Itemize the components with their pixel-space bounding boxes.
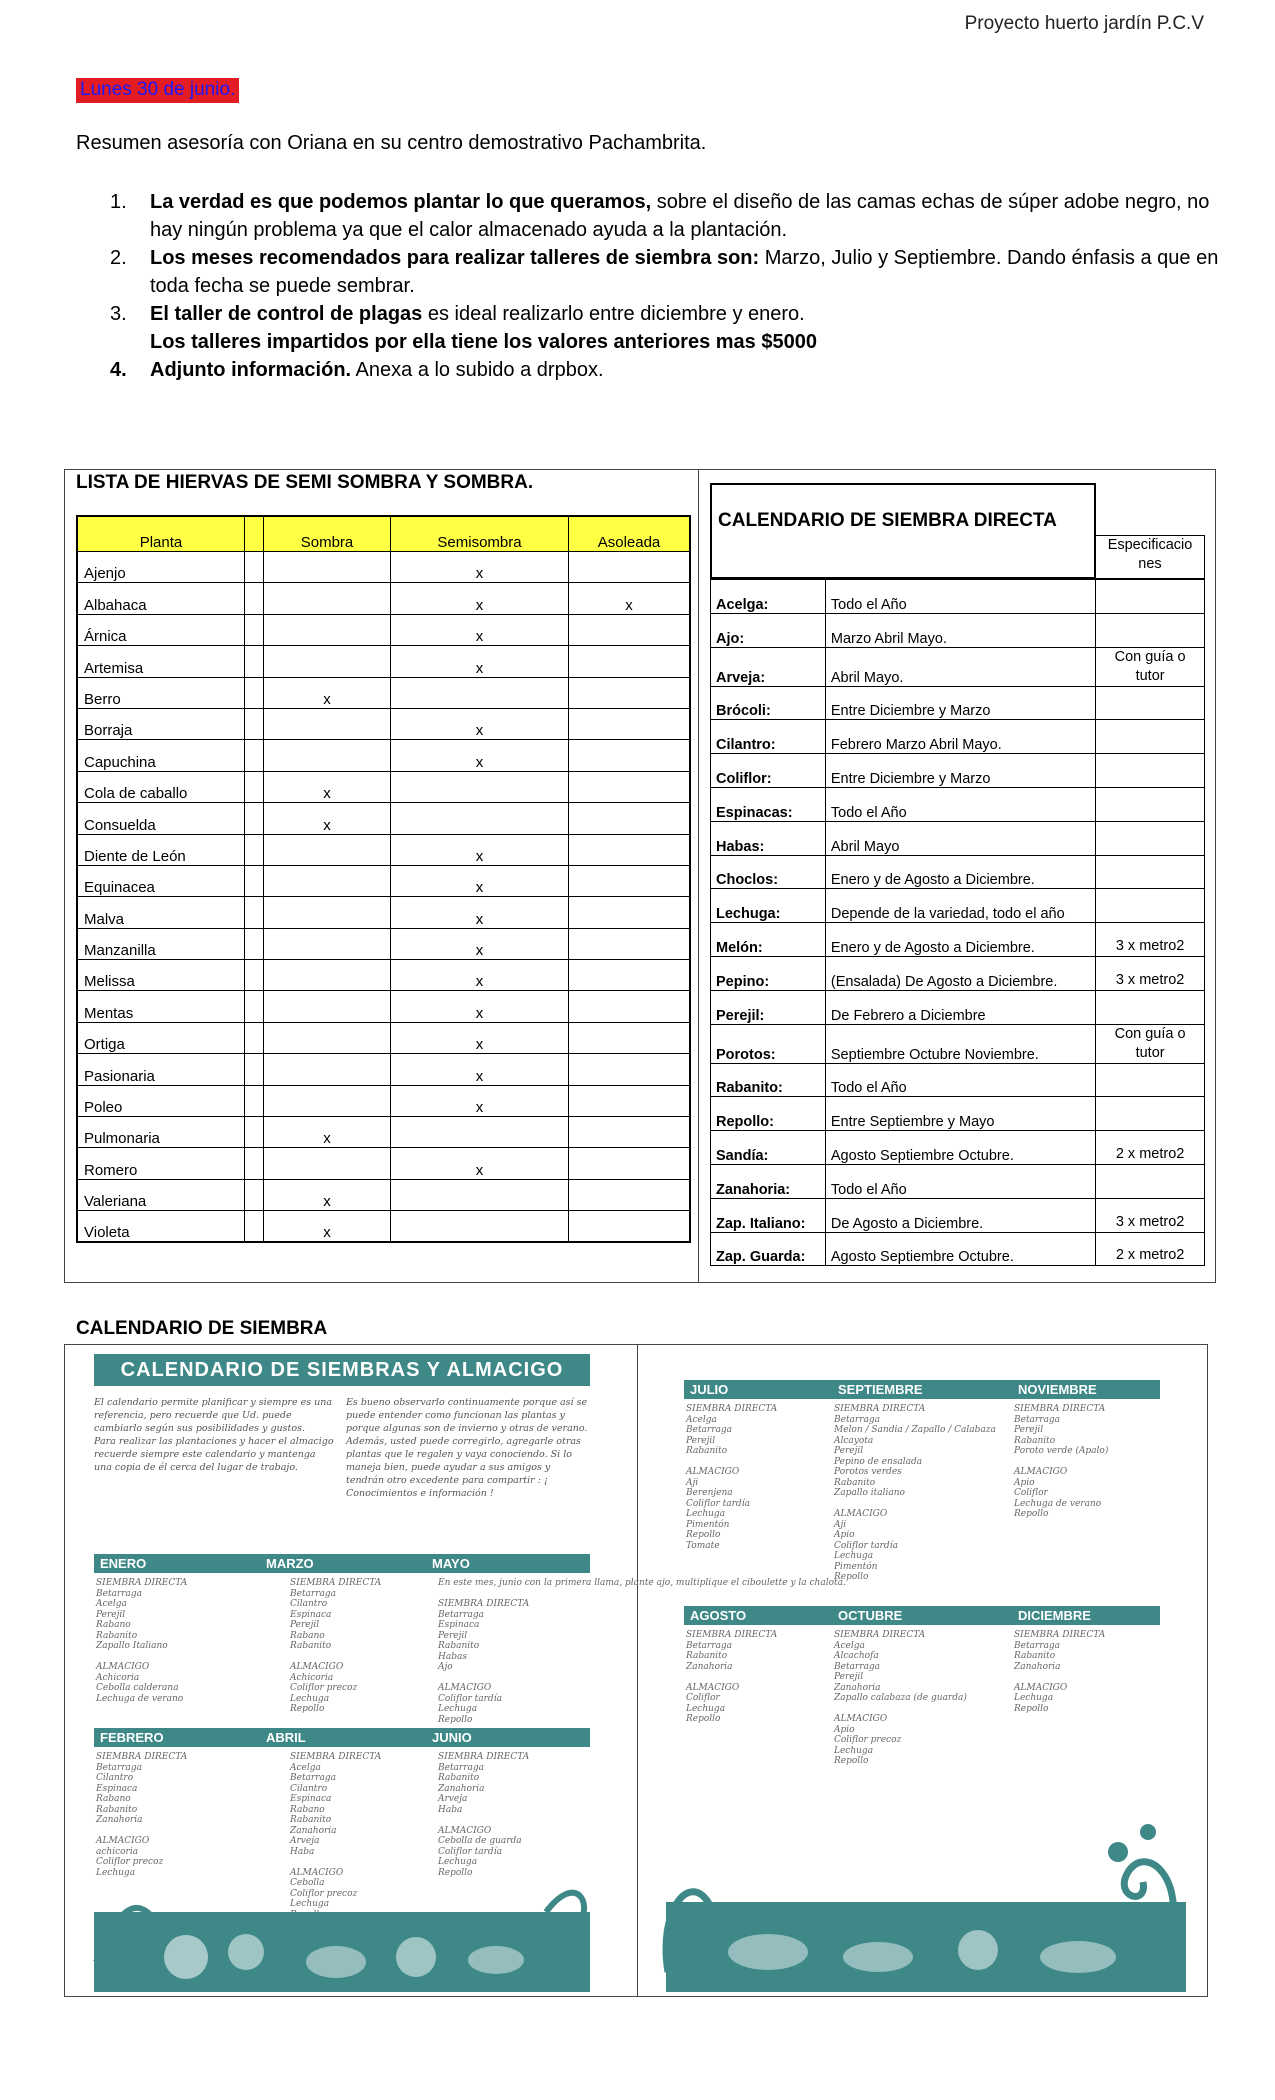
item-bold-note: Los talleres impartidos por ella tiene los valores anteriores mas $5000 — [150, 331, 817, 353]
cell-semisombra — [391, 1117, 569, 1148]
cell-planta: Capuchina — [77, 740, 245, 771]
cell-asoleada — [569, 834, 691, 865]
table-row — [77, 1179, 690, 1210]
cell-spacer — [245, 865, 264, 896]
cell-asoleada — [569, 928, 691, 959]
cell-planta: Diente de León — [77, 834, 245, 865]
cell-sombra — [264, 960, 391, 991]
cell-vegetable: Melón: — [711, 923, 826, 957]
cell-asoleada — [569, 1211, 691, 1242]
cell-vegetable: Rabanito: — [711, 1063, 826, 1097]
cell-sombra — [264, 1054, 391, 1085]
table-row — [711, 1164, 1205, 1198]
cell-asoleada — [569, 1022, 691, 1053]
cell-spec — [1096, 889, 1205, 923]
month-list: SIEMBRA DIRECTA Acelga Alcachofa Betarraga Perejil Zanahoria Zapallo calabaza (de guarda) ALMACIGO Apio Coliflor precoz Lechuga Repollo — [834, 1630, 967, 1766]
month-banner: NOVIEMBRE — [1012, 1380, 1160, 1399]
spec-header-text: Especificaciones — [1107, 537, 1193, 572]
cell-asoleada — [569, 1054, 691, 1085]
month-banner: ABRIL — [260, 1728, 426, 1747]
cell-asoleada — [569, 646, 691, 677]
cell-planta: Valeriana — [77, 1179, 245, 1210]
list-item — [110, 300, 1220, 356]
cell-semisombra — [391, 1179, 569, 1210]
month-list: SIEMBRA DIRECTA Acelga Betarraga Perejil Rabanito ALMACIGO Aji Berenjena Coliflor tardía Lechuga Pimentón Repollo Tomate — [686, 1404, 778, 1551]
cell-semisombra: x — [391, 1022, 569, 1053]
cell-sombra — [264, 1022, 391, 1053]
cell-asoleada — [569, 552, 691, 583]
cell-vegetable: Porotos: — [711, 1024, 826, 1063]
cell-spec — [1096, 855, 1205, 889]
month-list: SIEMBRA DIRECTA Betarraga Rabanito Zanahoria ALMACIGO Coliflor Lechuga Repollo — [686, 1630, 778, 1724]
item-text: Marzo, Julio y Septiembre. Dando énfasis a que en toda fecha se puede sembrar. — [150, 247, 1219, 297]
item-number: 2. — [110, 247, 127, 269]
cell-asoleada — [569, 771, 691, 802]
item-bold: Los meses recomendados para realizar talleres de siembra son: — [150, 247, 760, 269]
cell-asoleada: x — [569, 583, 691, 614]
table-row — [77, 646, 690, 677]
cell-spec — [1096, 1063, 1205, 1097]
table-row — [77, 614, 690, 645]
cell-spacer — [245, 583, 264, 614]
cell-period: Todo el Año — [825, 787, 1095, 821]
item-bold: El taller de control de plagas — [150, 303, 423, 325]
cell-period: Todo el Año — [825, 1063, 1095, 1097]
cell-sombra — [264, 614, 391, 645]
cell-asoleada — [569, 677, 691, 708]
cell-vegetable: Cilantro: — [711, 720, 826, 754]
cell-period: Todo el Año — [825, 1164, 1095, 1198]
cell-spacer — [245, 1054, 264, 1085]
month-banner: ENERO — [94, 1554, 260, 1573]
col-header-sombra: Sombra — [264, 516, 391, 552]
item-bold: La verdad es que podemos plantar lo que queramos, — [150, 191, 652, 213]
cell-semisombra: x — [391, 928, 569, 959]
cell-spacer — [245, 708, 264, 739]
vegetable-illustration — [76, 1872, 600, 1992]
month-list: SIEMBRA DIRECTA Betarraga Cilantro Espinaca Rabano Rabanito Zanahoria ALMACIGO achicoria Coliflor precoz Lechuga — [96, 1752, 188, 1878]
table-row — [77, 552, 690, 583]
item-number: 3. — [110, 303, 127, 325]
month-banner: AGOSTO — [684, 1606, 832, 1625]
cell-spacer — [245, 928, 264, 959]
cell-semisombra: x — [391, 1148, 569, 1179]
cell-spacer — [245, 803, 264, 834]
cell-asoleada — [569, 1179, 691, 1210]
table-row — [77, 865, 690, 896]
cell-asoleada — [569, 991, 691, 1022]
list-item — [110, 356, 1220, 384]
cell-period: Febrero Marzo Abril Mayo. — [825, 720, 1095, 754]
table-row — [711, 1024, 1205, 1063]
numbered-list — [110, 188, 1220, 384]
item-bold: Adjunto información. — [150, 359, 352, 381]
cell-spec — [1096, 754, 1205, 788]
cell-vegetable: Brócoli: — [711, 686, 826, 720]
table-row — [77, 1085, 690, 1116]
cell-sombra: x — [264, 803, 391, 834]
cell-asoleada — [569, 803, 691, 834]
cell-period: Agosto Septiembre Octubre. — [825, 1131, 1095, 1165]
cell-spec — [1096, 990, 1205, 1024]
table-row — [77, 834, 690, 865]
table-row — [711, 1131, 1205, 1165]
table-row — [711, 1063, 1205, 1097]
cell-planta: Berro — [77, 677, 245, 708]
cell-spec: 2 x metro2 — [1096, 1131, 1205, 1165]
table-row — [711, 580, 1205, 614]
cell-spec — [1096, 821, 1205, 855]
cell-asoleada — [569, 1117, 691, 1148]
col-header-asoleada: Asoleada — [569, 516, 691, 552]
cell-asoleada — [569, 1148, 691, 1179]
cell-planta: Pulmonaria — [77, 1117, 245, 1148]
cell-spec: 2 x metro2 — [1096, 1232, 1205, 1266]
cell-period: Depende de la variedad, todo el año — [825, 889, 1095, 923]
cell-planta: Ajenjo — [77, 552, 245, 583]
cell-vegetable: Repollo: — [711, 1097, 826, 1131]
cell-semisombra — [391, 677, 569, 708]
table-row — [711, 613, 1205, 647]
month-list: SIEMBRA DIRECTA Betarraga Cilantro Espinaca Perejil Rabano Rabanito ALMACIGO Achicoria Coliflor precoz Lechuga Repollo — [290, 1578, 382, 1714]
item-text: es ideal realizarlo entre diciembre y enero. — [422, 303, 805, 325]
cell-planta: Romero — [77, 1148, 245, 1179]
cell-planta: Ortiga — [77, 1022, 245, 1053]
cell-asoleada — [569, 740, 691, 771]
table-row — [77, 1211, 690, 1242]
table-row — [77, 960, 690, 991]
cell-vegetable: Espinacas: — [711, 787, 826, 821]
table-row — [77, 928, 690, 959]
cell-vegetable: Arveja: — [711, 647, 826, 686]
cell-spec — [1096, 1097, 1205, 1131]
table-row — [711, 720, 1205, 754]
cell-planta: Artemisa — [77, 646, 245, 677]
cell-sombra — [264, 1085, 391, 1116]
cell-semisombra: x — [391, 1085, 569, 1116]
table-row — [77, 991, 690, 1022]
cell-vegetable: Ajo: — [711, 613, 826, 647]
cell-period: Enero y de Agosto a Diciembre. — [825, 923, 1095, 957]
cell-spacer — [245, 1022, 264, 1053]
month-list: En este mes, junio con la primera llama, plante ajo, multiplique el ciboulette y la chalota. SIEMBRA DIRECTA Betarraga Espinaca Perejil Rabanito Habas Ajo ALMACIGO Coliflor tardía Lechuga Repollo — [438, 1578, 846, 1725]
month-list: SIEMBRA DIRECTA Betarraga Acelga Perejil Rabano Rabanito Zapallo Italiano ALMACIGO Achicoria Cebolla calderana Lechuga de verano — [96, 1578, 188, 1704]
project-header: Proyecto huerto jardín P.C.V — [964, 13, 1204, 34]
month-list: SIEMBRA DIRECTA Acelga Betarraga Cilantro Espinaca Rabano Rabanito Zanahoria Arveja Haba ALMACIGO Cebolla Coliflor precoz Lechuga — [290, 1752, 382, 1909]
cell-period: Septiembre Octubre Noviembre. — [825, 1024, 1095, 1063]
table-row — [711, 1198, 1205, 1232]
cell-vegetable: Perejil: — [711, 990, 826, 1024]
cell-vegetable: Coliflor: — [711, 754, 826, 788]
cell-vegetable: Acelga: — [711, 580, 826, 614]
cell-spec — [1096, 787, 1205, 821]
calendar-page-right — [648, 1352, 1200, 1992]
cell-semisombra: x — [391, 1054, 569, 1085]
cell-period: Entre Septiembre y Mayo — [825, 1097, 1095, 1131]
vine-illustration — [648, 1792, 1200, 1992]
month-banner: OCTUBRE — [832, 1606, 1012, 1625]
table-row — [77, 1054, 690, 1085]
cell-spec — [1096, 720, 1205, 754]
table-row — [711, 990, 1205, 1024]
table-row — [711, 956, 1205, 990]
calendar-intro-left: El calendario permite planificar y siempre es una referencia, pero recuerde que Ud. puede cambiarlo según sus posibilidades y gustos. Para realizar las plantaciones y hacer el almacigo recuerde siempre este calendario y mantenga una copia de él cerca del lugar de trabajo. — [94, 1397, 334, 1473]
summary-text: Resumen asesoría con Oriana en su centro demostrativo Pachambrita. — [76, 132, 707, 154]
cell-spec: Con guía o tutor — [1096, 647, 1205, 686]
calendar-scan-title: CALENDARIO DE SIEMBRA — [76, 1318, 328, 1339]
cell-spacer — [245, 740, 264, 771]
cell-planta: Pasionaria — [77, 1054, 245, 1085]
cell-vegetable: Sandía: — [711, 1131, 826, 1165]
list-item — [110, 188, 1220, 244]
cell-semisombra: x — [391, 708, 569, 739]
table-row — [77, 803, 690, 834]
cell-spec: 3 x metro2 — [1096, 923, 1205, 957]
cell-spec — [1096, 1164, 1205, 1198]
month-list: SIEMBRA DIRECTA Betarraga Melon / Sandia / Zapallo / Calabaza Alcayota Perejil Pepino de ensalada Porotos verdes Rabanito Zapallo italiano ALMACIGO Aji Apio Coliflor tardía Lechuga Pimentón Repollo — [834, 1404, 996, 1582]
month-list: SIEMBRA DIRECTA Betarraga Perejil Rabanito Poroto verde (Apalo) ALMACIGO Apio Coliflor Lechuga de verano Repollo — [1014, 1404, 1109, 1519]
cell-spacer — [245, 1211, 264, 1242]
table-row — [711, 889, 1205, 923]
item-text: sobre el diseño de las camas echas de súper adobe negro, no hay ningún problema ya que el calor almacenado ayuda a la plantación. — [150, 191, 1210, 241]
table-row — [77, 897, 690, 928]
month-banner: MARZO — [260, 1554, 426, 1573]
table-row — [77, 708, 690, 739]
cell-asoleada — [569, 708, 691, 739]
month-banner: FEBRERO — [94, 1728, 260, 1747]
cell-vegetable: Zap. Italiano: — [711, 1198, 826, 1232]
cell-sombra — [264, 646, 391, 677]
cell-semisombra: x — [391, 646, 569, 677]
cell-spacer — [245, 614, 264, 645]
cell-planta: Árnica — [77, 614, 245, 645]
cell-semisombra — [391, 1211, 569, 1242]
cell-semisombra: x — [391, 583, 569, 614]
cell-sombra — [264, 583, 391, 614]
cell-planta: Violeta — [77, 1211, 245, 1242]
cell-planta: Mentas — [77, 991, 245, 1022]
cell-spec — [1096, 613, 1205, 647]
cell-planta: Borraja — [77, 708, 245, 739]
month-banner: JULIO — [684, 1380, 832, 1399]
month-banner: DICIEMBRE — [1012, 1606, 1160, 1625]
cell-spec — [1096, 686, 1205, 720]
cell-period: De Febrero a Diciembre — [825, 990, 1095, 1024]
month-banner: SEPTIEMBRE — [832, 1380, 1012, 1399]
cell-sombra — [264, 740, 391, 771]
cell-asoleada — [569, 614, 691, 645]
cell-spacer — [245, 834, 264, 865]
cell-period: De Agosto a Diciembre. — [825, 1198, 1095, 1232]
cell-semisombra: x — [391, 614, 569, 645]
table-row — [711, 1232, 1205, 1266]
cell-asoleada — [569, 960, 691, 991]
cell-vegetable: Pepino: — [711, 956, 826, 990]
direct-sowing-table — [710, 579, 1205, 1266]
cell-sombra — [264, 708, 391, 739]
date-label: Lunes 30 de junio. — [76, 78, 239, 103]
cell-spacer — [245, 552, 264, 583]
herbs-title: LISTA DE HIERVAS DE SEMI SOMBRA Y SOMBRA. — [76, 472, 534, 493]
cell-spacer — [245, 1148, 264, 1179]
cell-period: (Ensalada) De Agosto a Diciembre. — [825, 956, 1095, 990]
col-header-planta: Planta — [77, 516, 245, 552]
cell-period: Enero y de Agosto a Diciembre. — [825, 855, 1095, 889]
month-banner: MAYO — [426, 1554, 590, 1573]
cell-spacer — [245, 771, 264, 802]
cell-spacer — [245, 677, 264, 708]
cell-asoleada — [569, 865, 691, 896]
table-row — [77, 740, 690, 771]
table-row — [711, 754, 1205, 788]
cell-spec — [1096, 580, 1205, 614]
cell-vegetable: Choclos: — [711, 855, 826, 889]
cell-spacer — [245, 897, 264, 928]
herbs-header-row — [77, 516, 690, 552]
col-header-spacer — [245, 516, 264, 552]
cell-period: Marzo Abril Mayo. — [825, 613, 1095, 647]
cell-sombra — [264, 1148, 391, 1179]
cell-planta: Albahaca — [77, 583, 245, 614]
cell-semisombra — [391, 771, 569, 802]
cell-sombra: x — [264, 677, 391, 708]
cell-semisombra: x — [391, 552, 569, 583]
cell-sombra: x — [264, 1211, 391, 1242]
cell-sombra — [264, 834, 391, 865]
cell-asoleada — [569, 897, 691, 928]
table-row — [77, 677, 690, 708]
month-list: SIEMBRA DIRECTA Betarraga Rabanito Zanahoria ALMACIGO Lechuga Repollo — [1014, 1630, 1106, 1714]
col-header-semisombra: Semisombra — [391, 516, 569, 552]
cell-spacer — [245, 646, 264, 677]
cell-planta: Equinacea — [77, 865, 245, 896]
list-item — [110, 244, 1220, 300]
cell-sombra — [264, 928, 391, 959]
month-list: SIEMBRA DIRECTA Betarraga Rabanito Zanahoria Arveja Haba ALMACIGO Cebolla de guarda Coliflor tardía Lechuga Repollo — [438, 1752, 530, 1878]
cell-spacer — [245, 1179, 264, 1210]
cell-period: Todo el Año — [825, 580, 1095, 614]
cell-planta: Consuelda — [77, 803, 245, 834]
table-row — [711, 647, 1205, 686]
table-row — [711, 855, 1205, 889]
cell-semisombra: x — [391, 897, 569, 928]
cell-vegetable: Habas: — [711, 821, 826, 855]
table-row — [711, 1097, 1205, 1131]
table-row — [711, 923, 1205, 957]
calendar-banner-title: CALENDARIO DE SIEMBRAS Y ALMACIGO — [94, 1354, 590, 1386]
table-row — [77, 771, 690, 802]
spec-header — [1096, 535, 1205, 579]
cell-spec: 3 x metro2 — [1096, 1198, 1205, 1232]
cell-period: Agosto Septiembre Octubre. — [825, 1232, 1095, 1266]
cell-semisombra: x — [391, 740, 569, 771]
item-number: 4. — [110, 359, 127, 381]
item-text: Anexa a lo subido a drpbox. — [351, 359, 604, 381]
item-number: 1. — [110, 191, 127, 213]
herbs-table — [76, 515, 691, 1243]
table-row — [77, 1148, 690, 1179]
calendar-intro-right: Es bueno observarlo continuamente porque así se puede entender como funcionan las plantas y porque algunas son de invierno y otras de verano. Además, usted puede corregirlo, agregarle otras plantas que le regalen y vaya conociendo. Si lo maneja bien, puede ayudar a sus amigos y tendrán otro excedente para compartir : ¡ Conocimientos e información ! — [346, 1397, 588, 1499]
cell-spacer — [245, 991, 264, 1022]
cell-sombra — [264, 552, 391, 583]
table-row — [711, 821, 1205, 855]
cell-planta: Poleo — [77, 1085, 245, 1116]
cell-semisombra: x — [391, 834, 569, 865]
cell-sombra — [264, 865, 391, 896]
cell-semisombra: x — [391, 865, 569, 896]
cell-vegetable: Zanahoria: — [711, 1164, 826, 1198]
table-row — [77, 1022, 690, 1053]
cell-planta: Malva — [77, 897, 245, 928]
cell-planta: Cola de caballo — [77, 771, 245, 802]
cell-planta: Melissa — [77, 960, 245, 991]
cell-sombra — [264, 991, 391, 1022]
cell-period: Abril Mayo — [825, 821, 1095, 855]
cell-sombra: x — [264, 1117, 391, 1148]
cell-spacer — [245, 1117, 264, 1148]
month-banner: JUNIO — [426, 1728, 590, 1747]
table-row — [711, 686, 1205, 720]
cell-period: Abril Mayo. — [825, 647, 1095, 686]
cell-sombra — [264, 897, 391, 928]
cell-semisombra: x — [391, 960, 569, 991]
cell-vegetable: Zap. Guarda: — [711, 1232, 826, 1266]
tables-divider — [698, 469, 699, 1283]
table-row — [77, 1117, 690, 1148]
cell-semisombra — [391, 803, 569, 834]
cell-planta: Manzanilla — [77, 928, 245, 959]
cell-spec: 3 x metro2 — [1096, 956, 1205, 990]
cell-spacer — [245, 960, 264, 991]
table-row — [77, 583, 690, 614]
cell-period: Entre Diciembre y Marzo — [825, 754, 1095, 788]
cell-asoleada — [569, 1085, 691, 1116]
cell-period: Entre Diciembre y Marzo — [825, 686, 1095, 720]
cell-semisombra: x — [391, 991, 569, 1022]
cell-vegetable: Lechuga: — [711, 889, 826, 923]
cell-spec: Con guía o tutor — [1096, 1024, 1205, 1063]
table-row — [711, 787, 1205, 821]
cell-spacer — [245, 1085, 264, 1116]
cell-sombra: x — [264, 771, 391, 802]
cell-sombra: x — [264, 1179, 391, 1210]
direct-sowing-title: CALENDARIO DE SIEMBRA DIRECTA — [718, 510, 1057, 531]
